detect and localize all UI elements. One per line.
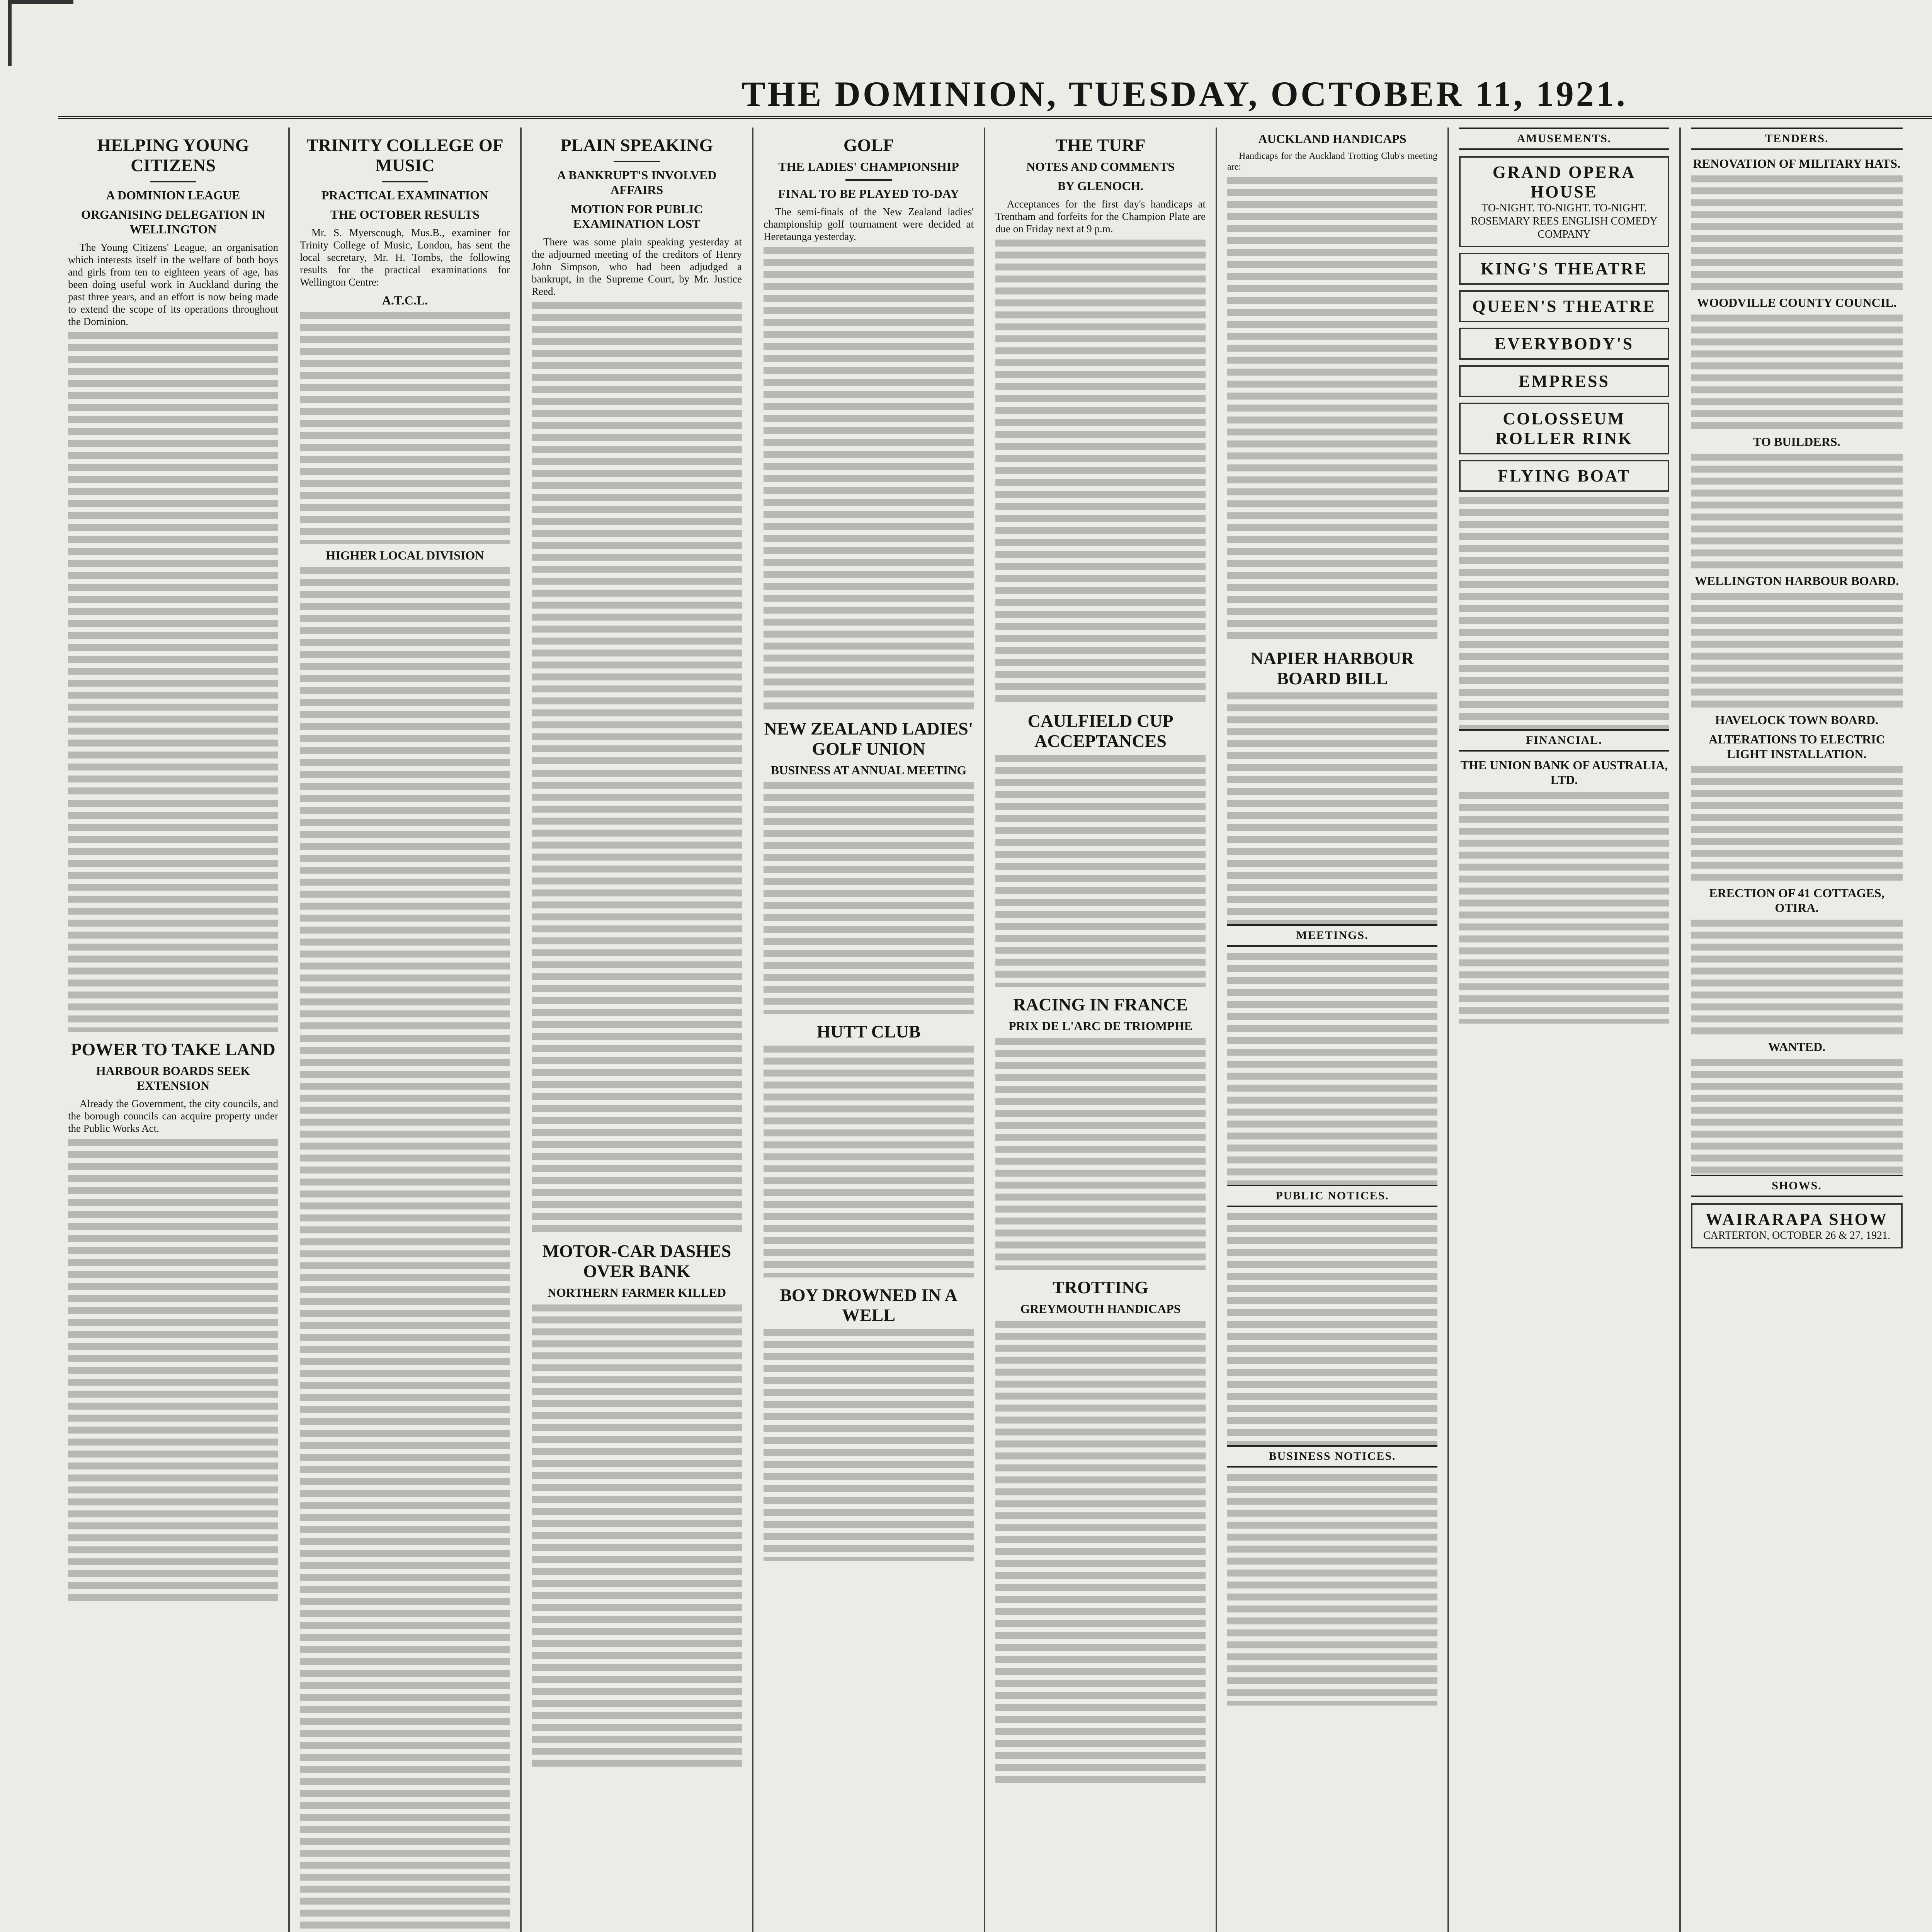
article-headline: HELPING YOUNG CITIZENS (97, 135, 249, 175)
advertisement (1459, 365, 1669, 397)
masthead-title: THE DOMINION, TUESDAY, OCTOBER 11, 1921. (742, 74, 1628, 114)
article-subhead: PRACTICAL EXAMINATION (321, 188, 489, 202)
tender-title: RENOVATION OF MILITARY HATS. (1693, 156, 1901, 170)
tender-text (1691, 1059, 1903, 1175)
article-headline: GOLF (843, 135, 894, 155)
article-subhead: NOTES AND COMMENTS (1026, 160, 1175, 173)
article-text-block (532, 770, 742, 1233)
ad-title: COLOSSEUM ROLLER RINK (1495, 409, 1633, 448)
column-4 (753, 128, 985, 1932)
article-body: The Young Citizens' League, an organisation which interests itself in the welfare of both boys and girls from ten to eighteen years of age, has been doing useful work in Auckland during the past three years, and an effort is now being made to extend the scope of its operations throughout the Dominion. (68, 242, 278, 327)
advertisement (1459, 460, 1669, 492)
advertisement (1459, 290, 1669, 322)
column-6 (1217, 128, 1449, 1932)
article-text-block (995, 1038, 1206, 1270)
article-headline: THE TURF (1055, 135, 1146, 155)
results-list (300, 1502, 510, 1932)
column-5 (985, 128, 1217, 1932)
article-headline: TRINITY COLLEGE OF MUSIC (306, 135, 503, 175)
ad-title: QUEEN'S THEATRE (1472, 297, 1656, 316)
article-subhead: MOTION FOR PUBLIC EXAMINATION LOST (571, 202, 703, 231)
article-subhead: THE LADIES' CHAMPIONSHIP (778, 160, 959, 173)
advertisement (1459, 156, 1669, 247)
section-header: TENDERS. (1691, 128, 1903, 150)
results-list (300, 567, 510, 1031)
article-headline: BOY DROWNED IN A WELL (780, 1285, 957, 1325)
article-subhead: ORGANISING DELEGATION IN WELLINGTON (81, 207, 265, 236)
article-byline: BY GLENOCH. (1057, 179, 1144, 193)
notice-block (1227, 1474, 1437, 1706)
ad-title: GRAND OPERA HOUSE (1492, 163, 1636, 201)
section-header: AMUSEMENTS. (1459, 128, 1669, 150)
tender-title: WELLINGTON HARBOUR BOARD. (1694, 574, 1899, 588)
article-text-block (1227, 177, 1437, 641)
article-subhead: GREYMOUTH HANDICAPS (1020, 1302, 1181, 1316)
article-headline: CAULFIELD CUP ACCEPTANCES (1027, 711, 1173, 751)
tender-text (1691, 454, 1903, 570)
notice-block (1227, 1213, 1437, 1445)
divider (845, 179, 892, 181)
masthead (58, 58, 1932, 119)
divider (382, 181, 428, 182)
results-list (300, 1035, 510, 1498)
article-body: Acceptances for the first day's handicaps at Trentham and forfeits for the Champion Plate are due on Friday next at 9 p.m. (995, 198, 1206, 235)
ad-title: KING'S THEATRE (1480, 259, 1648, 278)
section-header: MEETINGS. (1227, 924, 1437, 947)
tender-text (1691, 593, 1903, 709)
article-body: The semi-finals of the New Zealand ladies' championship golf tournament were decided at Heretaunga yesterday. (764, 206, 974, 242)
tender-title: TO BUILDERS. (1753, 435, 1840, 449)
article-subhead: NORTHERN FARMER KILLED (547, 1286, 726, 1299)
article-headline: HUTT CLUB (816, 1022, 921, 1041)
article-subhead: PRIX DE L'ARC DE TRIOMPHE (1009, 1019, 1192, 1033)
notice-block (1459, 497, 1669, 729)
article-text-block (532, 302, 742, 766)
ad-title: WAIRARAPA SHOW (1705, 1210, 1888, 1229)
results-list (300, 312, 510, 544)
tender-title: ALTERATIONS TO ELECTRIC LIGHT INSTALLATION. (1709, 732, 1885, 761)
article-text-block (68, 1139, 278, 1603)
article-subhead: A BANKRUPT'S INVOLVED AFFAIRS (557, 168, 717, 197)
ad-title: FLYING BOAT (1498, 466, 1631, 485)
ad-title: THE UNION BANK OF AUSTRALIA, LTD. (1460, 758, 1668, 787)
tender-title: WOODVILLE COUNTY COUNCIL. (1697, 296, 1897, 310)
ad-line: ROSEMARY REES ENGLISH COMEDY COMPANY (1471, 215, 1658, 240)
section-header: PUBLIC NOTICES. (1227, 1185, 1437, 1207)
article-text-block (532, 1304, 742, 1768)
divider (150, 181, 196, 182)
advertisement (1459, 403, 1669, 454)
ad-title: EMPRESS (1519, 372, 1610, 391)
advertisement (1459, 253, 1669, 285)
article-subhead: FINAL TO BE PLAYED TO-DAY (778, 187, 959, 201)
column-3 (522, 128, 753, 1932)
article-headline: NAPIER HARBOUR BOARD BILL (1250, 648, 1414, 688)
column-2 (290, 128, 522, 1932)
article-subhead: AUCKLAND HANDICAPS (1258, 132, 1406, 146)
ad-line: TO-NIGHT. TO-NIGHT. TO-NIGHT. (1481, 202, 1647, 214)
article-text-block (995, 240, 1206, 703)
article-headline: POWER TO TAKE LAND (71, 1039, 276, 1059)
tender-text (1691, 315, 1903, 430)
notice-block (1459, 792, 1669, 1024)
column-7 (1449, 128, 1681, 1932)
article-text-block (68, 800, 278, 1032)
article-subhead: HARBOUR BOARDS SEEK EXTENSION (96, 1064, 250, 1092)
article-subhead: THE OCTOBER RESULTS (330, 207, 480, 221)
article-text-block (68, 332, 278, 796)
tender-text (1691, 175, 1903, 291)
article-text-block (764, 1046, 974, 1277)
article-text-block (1227, 692, 1437, 924)
article-text-block (995, 755, 1206, 987)
tender-title: ERECTION OF 41 COTTAGES, OTIRA. (1709, 886, 1884, 915)
advertisement (1691, 1203, 1903, 1248)
article-text-block (764, 1329, 974, 1561)
article-body: Already the Government, the city councils, and the borough councils can acquire property under the Public Works Act. (68, 1098, 278, 1134)
ad-title: EVERYBODY'S (1494, 334, 1634, 353)
article-headline: MOTOR-CAR DASHES OVER BANK (542, 1241, 731, 1281)
section-header: SHOWS. (1691, 1175, 1903, 1197)
article-subhead: BUSINESS AT ANNUAL MEETING (770, 763, 967, 777)
section-header: BUSINESS NOTICES. (1227, 1445, 1437, 1468)
tender-title: HAVELOCK TOWN BOARD. (1715, 713, 1879, 727)
article-headline: PLAIN SPEAKING (560, 135, 713, 155)
results-section: HIGHER LOCAL DIVISION (326, 548, 484, 562)
advertisement (1459, 328, 1669, 360)
article-body: Mr. S. Myerscough, Mus.B., examiner for Trinity College of Music, London, has sent the local secretary, Mr. H. Tombs, the following results for the practical examinations for Wellington Centre: (300, 227, 510, 288)
ad-line: CARTERTON, OCTOBER 26 & 27, 1921. (1703, 1230, 1891, 1242)
tender-text (1691, 766, 1903, 882)
article-text-block (995, 1321, 1206, 1784)
article-body: There was some plain speaking yesterday at the adjourned meeting of the creditors of Henry John Simpson, who had been adjudged a bankrupt, in the Supreme Court, by Mr. Justice Reed. (532, 236, 742, 297)
tender-text (1691, 920, 1903, 1036)
corner-mark (8, 0, 73, 66)
article-headline: RACING IN FRANCE (1013, 995, 1188, 1014)
section-header: FINANCIAL. (1459, 729, 1669, 752)
divider (614, 161, 660, 162)
article-headline: TROTTING (1053, 1277, 1148, 1297)
column-8 (1681, 128, 1913, 1932)
article-headline: NEW ZEALAND LADIES' GOLF UNION (764, 719, 973, 759)
article-text-block (764, 247, 974, 711)
results-section: A.T.C.L. (382, 293, 428, 307)
article-subhead: A DOMINION LEAGUE (106, 188, 240, 202)
article-body: Handicaps for the Auckland Trotting Club's meeting are: (1227, 151, 1437, 172)
notice-block (1227, 953, 1437, 1185)
tender-title: WANTED. (1768, 1040, 1826, 1054)
article-text-block (764, 782, 974, 1014)
columns (58, 128, 1932, 1932)
column-1 (58, 128, 290, 1932)
